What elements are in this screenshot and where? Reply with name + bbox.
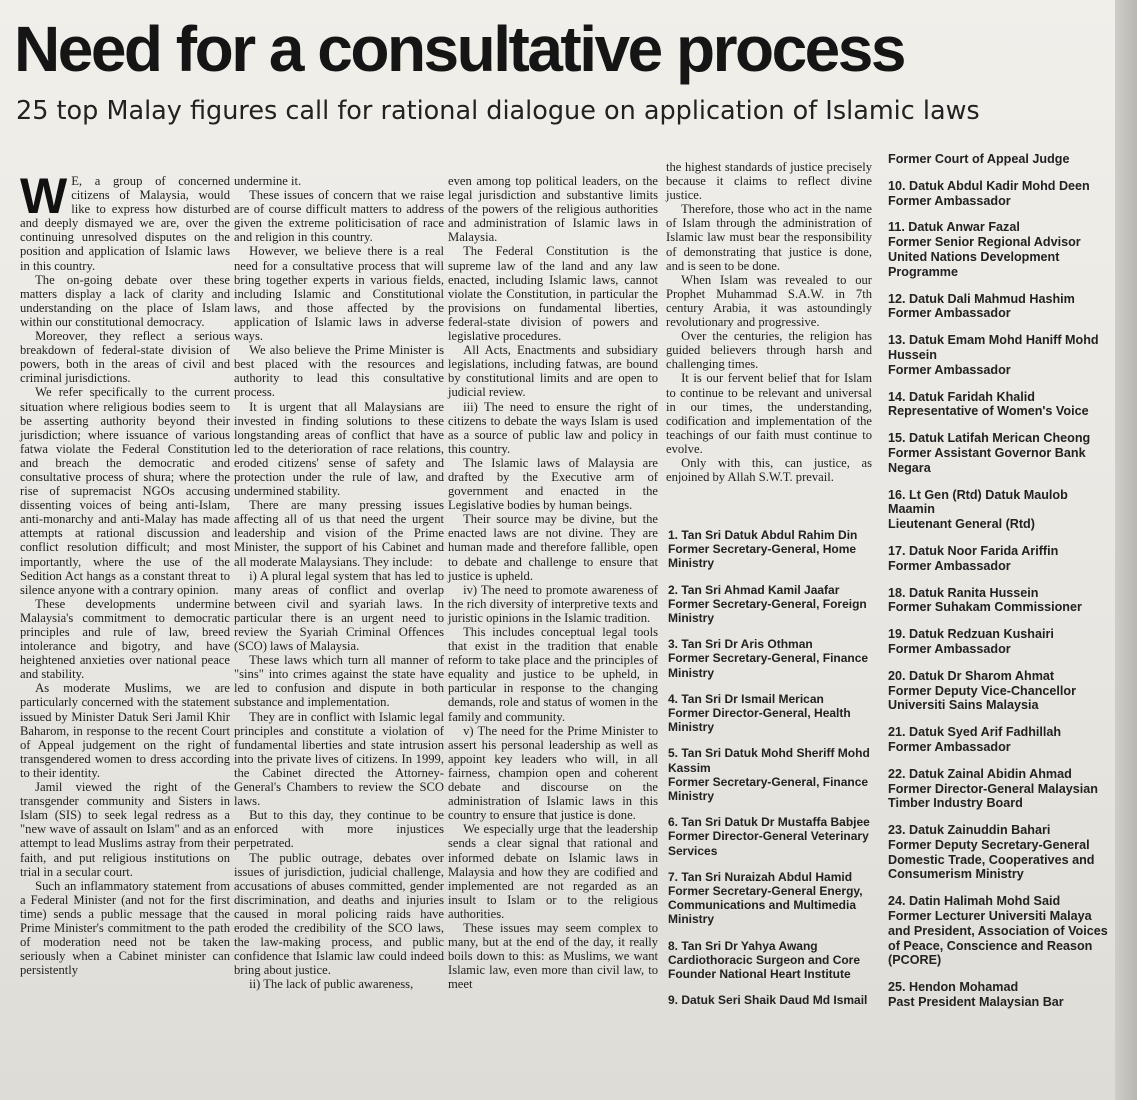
signatory-entry bbox=[668, 583, 874, 626]
signatory-name: 11. Datuk Anwar Fazal bbox=[888, 220, 1020, 235]
signatory-name: 18. Datuk Ranita Hussein bbox=[888, 585, 1039, 600]
signatory-role: Former Ambassador bbox=[888, 641, 1011, 656]
signatory-entry bbox=[888, 431, 1108, 475]
article-paragraph: iv) The need to promote awareness of the rich diversity of interpretive texts and juristic opinions in the Islamic tradition. bbox=[448, 582, 658, 625]
signatory-name: 22. Datuk Zainal Abidin Ahmad bbox=[888, 766, 1072, 781]
article-column-1 bbox=[20, 168, 230, 978]
signatory-role: Former Senior Regional Advisor United Nations Development Programme bbox=[888, 235, 1081, 279]
signatory-name: 16. Lt Gen (Rtd) Datuk Maulob Maamin bbox=[888, 487, 1068, 517]
article-paragraph: These issues of concern that we raise are of course difficult matters to address given the extreme politicisation of race and religion in this country. bbox=[234, 188, 444, 245]
article-paragraph: It is urgent that all Malaysians are invested in finding solutions to these longstanding areas of conflict that have led to the deterioration of race relations, eroded citizens' sense of safety and protection under the rule of law, and undermined stability. bbox=[234, 399, 444, 499]
signatory-entry bbox=[668, 939, 874, 982]
article-column-3 bbox=[448, 174, 658, 991]
signatory-name: 3. Tan Sri Dr Aris Othman bbox=[668, 637, 813, 652]
signatory-role: Former Suhakam Commissioner bbox=[888, 600, 1082, 615]
signatory-entry bbox=[668, 993, 874, 1007]
article-column-4 bbox=[666, 160, 872, 484]
article-paragraph: Such an inflammatory statement from a Federal Minister (and not for the first time) sends a public message that the Prime Minister's commitment to the path of moderation need not be taken seriously when a Cabinet minister can persistently bbox=[20, 878, 230, 978]
signatory-role: Lieutenant General (Rtd) bbox=[888, 517, 1035, 532]
signatory-role: Cardiothoracic Surgeon and Core Founder National Heart Institute bbox=[668, 952, 861, 982]
article-paragraph: All Acts, Enactments and subsidiary legislations, including fatwas, are bound by constitutional limits and are open to judicial review. bbox=[448, 343, 658, 400]
article-paragraph: iii) The need to ensure the right of citizens to debate the ways Islam is used as a source of public law and policy in this country. bbox=[448, 399, 658, 456]
article-paragraph: But to this day, they continue to be enforced with more injustices perpetrated. bbox=[234, 808, 444, 851]
signatory-name: 13. Datuk Emam Mohd Haniff Mohd Hussein bbox=[888, 333, 1099, 362]
article-paragraph: When Islam was revealed to our Prophet Muhammad S.A.W. in 7th century Arabia, it was astoundingly revolutionary and progressive. bbox=[666, 272, 872, 330]
signatory-entry bbox=[888, 586, 1108, 616]
page-edge bbox=[1115, 0, 1137, 1100]
signatory-entry bbox=[888, 894, 1108, 968]
signatory-list-a bbox=[668, 528, 874, 1019]
signatory-name: 8. Tan Sri Dr Yahya Awang bbox=[668, 938, 818, 953]
article-paragraph: i) A plural legal system that has led to many areas of conflict and overlap between civil and syariah laws. In particular there is an urgent need to review the Syariah Criminal Offences (SCO) laws of Malaysia. bbox=[234, 568, 444, 654]
signatory-name: 20. Datuk Dr Sharom Ahmat bbox=[888, 668, 1055, 683]
article-paragraph: We refer specifically to the current situation where religious bodies seem to be asserting authority beyond their jurisdiction; where issuance of various fatwa violate the Federal Constitution and breach the democratic and consultative process of shura; where the rise of supremacist NGOs accusing dissenting voices of being anti-Islam, anti-monarchy and anti-Malay has made attempts at rational discussion and conflict resolution difficult; and most importantly, where the use of the Sedition Act hangs as a constant threat to silence anyone with a contrary opinion. bbox=[20, 385, 230, 597]
article-paragraph: Jamil viewed the right of the transgender community and Sisters in Islam (SIS) to seek legal redress as a "new wave of assault on Islam" and as an attempt to lead Muslims astray from their faith, and put religious institutions on trial in a secular court. bbox=[20, 780, 230, 879]
signatory-name: 7. Tan Sri Nuraizah Abdul Hamid bbox=[668, 869, 853, 884]
article-paragraph: However, we believe there is a real need for a consultative process that will bring together experts in various fields, including Islamic and Constitutional laws, and those affected by the application of Islamic laws in adverse ways. bbox=[234, 244, 444, 344]
signatory-entry bbox=[888, 627, 1108, 657]
signatory-name: 12. Datuk Dali Mahmud Hashim bbox=[888, 291, 1075, 306]
article-paragraph: ii) The lack of public awareness, bbox=[249, 977, 414, 992]
signatory-list-b bbox=[888, 152, 1108, 1022]
signatory-name: 4. Tan Sri Dr Ismail Merican bbox=[668, 691, 824, 706]
signatory-role: Former Director-General, Health Ministry bbox=[668, 706, 851, 735]
signatory-role: Former Secretary-General, Finance Ministry bbox=[668, 774, 869, 804]
signatory-role: Former Court of Appeal Judge bbox=[888, 152, 1070, 166]
signatory-name: 23. Datuk Zainuddin Bahari bbox=[888, 823, 1051, 838]
article-paragraph: v) The need for the Prime Minister to assert his personal leadership as well as appoint key leaders who will, in all fairness, champion open and coherent debate and discourse on the administration of Islamic laws in this country to ensure that justice is done. bbox=[448, 723, 658, 823]
signatory-entry bbox=[888, 220, 1108, 279]
signatory-name: 21. Datuk Syed Arif Fadhillah bbox=[888, 725, 1062, 740]
article-paragraph: The on-going debate over these matters display a lack of clarity and understanding on the place of Islam within our constitutional democracy. bbox=[20, 272, 230, 329]
signatory-name: 6. Tan Sri Datuk Dr Mustaffa Babjee bbox=[668, 815, 870, 830]
subheadline: 25 top Malay figures call for rational dialogue on application of Islamic laws bbox=[16, 96, 980, 126]
signatory-role: Past President Malaysian Bar bbox=[888, 995, 1064, 1010]
signatory-role: Former Ambassador bbox=[888, 739, 1011, 754]
signatory-name: 1. Tan Sri Datuk Abdul Rahim Din bbox=[668, 528, 858, 542]
column-1-body bbox=[20, 168, 230, 978]
signatory-entry bbox=[888, 544, 1108, 574]
signatory-entry bbox=[888, 179, 1108, 209]
article-column-2 bbox=[234, 174, 444, 991]
signatory-entry bbox=[668, 692, 874, 735]
signatory-name: 14. Datuk Faridah Khalid bbox=[888, 389, 1035, 404]
article-paragraph: As moderate Muslims, we are particularly concerned with the statement issued by Minister Datuk Seri Jamil Khir Baharom, in response to the recent Court of Appeal judgement on the right of transgendered women to dress according to their identity. bbox=[20, 681, 230, 780]
article-paragraph: This includes conceptual legal tools that exist in the tradition that enable reform to take place and the principles of equality and justice to be upheld, in particular in response to the changing demands, role and status of women in the family and community. bbox=[448, 625, 658, 724]
drop-cap: W bbox=[20, 168, 68, 224]
signatory-entry bbox=[888, 725, 1108, 755]
article-paragraph: These laws which turn all manner of "sins" into crimes against the state have led to confusion and dispute in both substance and implementation. bbox=[234, 653, 444, 710]
signatory-role: Former Assistant Governor Bank Negara bbox=[888, 445, 1086, 475]
article-paragraph: E, a group of concerned citizens of Malaysia, would like to express how disturbed and deeply dismayed we are, over the continuing unresolved disputes on the position and application of Islamic laws in this country. bbox=[20, 174, 230, 273]
article-paragraph: Therefore, those who act in the name of Islam through the administration of Islamic law must bear the responsibility of demonstrating that justice is done, and is seen to be done. bbox=[666, 202, 872, 273]
signatory-role: Former Lecturer Universiti Malaya and President, Association of Voices of Peace, Conscience and Reason (PCORE) bbox=[888, 909, 1108, 968]
signatory-entry bbox=[888, 390, 1108, 420]
article-paragraph: There are many pressing issues affecting all of us that need the urgent leadership and vision of the Prime Minister, the support of his Cabinet and all moderate Malaysians. They include: bbox=[234, 498, 444, 569]
signatory-name: 17. Datuk Noor Farida Ariffin bbox=[888, 543, 1059, 558]
article-paragraph: The Federal Constitution is the supreme law of the land and any law enacted, including Islamic laws, cannot violate the Constitution, in particular the provisions on fundamental liberties, federal-state division of powers and legislative procedures. bbox=[448, 244, 658, 344]
signatory-name: 10. Datuk Abdul Kadir Mohd Deen bbox=[888, 178, 1090, 193]
signatory-entry bbox=[888, 488, 1108, 532]
article-paragraph: even among top political leaders, on the legal jurisdiction and substantive limits of the powers of the religious authorities and administration of Islamic laws in Malaysia. bbox=[448, 174, 658, 245]
signatory-entry bbox=[668, 637, 874, 680]
signatory-entry bbox=[888, 767, 1108, 811]
article-paragraph: Only with this, can justice, as enjoined by Allah S.W.T. prevail. bbox=[666, 455, 872, 485]
article-paragraph: Their source may be divine, but the enacted laws are not divine. They are human made and therefore fallible, open to debate and challenge to ensure that justice is upheld. bbox=[448, 512, 658, 583]
signatory-name: 25. Hendon Mohamad bbox=[888, 980, 1019, 995]
signatory-role: Representative of Women's Voice bbox=[888, 404, 1089, 419]
article-paragraph: The public outrage, debates over issues of jurisdiction, judicial challenge, accusations of abuses committed, gender discrimination, and deaths and injuries caused in moral policing raids have eroded the credibility of the SCO laws, the law-making process, and public confidence that Islamic law could indeed bring about justice. bbox=[234, 850, 444, 978]
signatory-role: Former Secretary-General, Home Ministry bbox=[668, 542, 857, 571]
article-paragraph: undermine it. bbox=[234, 174, 302, 188]
signatory-name: 19. Datuk Redzuan Kushairi bbox=[888, 627, 1054, 642]
signatory-name: 15. Datuk Latifah Merican Cheong bbox=[888, 431, 1091, 446]
article-paragraph: These issues may seem complex to many, but at the end of the day, it really boils down to this: as Muslims, we want Islamic law, even more than civil law, to meet bbox=[448, 920, 658, 992]
signatory-role: Former Ambassador bbox=[888, 193, 1011, 208]
article-paragraph: These developments undermine Malaysia's commitment to democratic principles and rule of law, breed intolerance and bigotry, and have heightened anxieties over national peace and stability. bbox=[20, 596, 230, 682]
article-paragraph: the highest standards of justice precisely because it claims to reflect divine justice. bbox=[666, 160, 872, 203]
signatory-role: Former Ambassador bbox=[888, 558, 1011, 573]
signatory-entry bbox=[888, 152, 1108, 167]
signatory-entry bbox=[888, 333, 1108, 377]
signatory-role: Former Deputy Vice-Chancellor Universiti Sains Malaysia bbox=[888, 683, 1077, 713]
signatory-name: 24. Datin Halimah Mohd Said bbox=[888, 894, 1061, 909]
signatory-role: Former Secretary-General, Foreign Ministry bbox=[668, 596, 867, 626]
signatory-entry bbox=[888, 669, 1108, 713]
article-paragraph: Moreover, they reflect a serious breakdown of federal-state division of powers, both in the areas of civil and criminal jurisdictions. bbox=[20, 329, 230, 386]
signatory-entry bbox=[668, 815, 874, 858]
signatory-entry bbox=[888, 823, 1108, 882]
article-paragraph: The Islamic laws of Malaysia are drafted by the Executive arm of government and enacted in the Legislative bodies by human beings. bbox=[448, 455, 658, 513]
article-paragraph: We especially urge that the leadership sends a clear signal that rational and informed debate on Islamic laws in Malaysia and how they are codified and implemented are not regarded as an insult to Islam or to the religious authorities. bbox=[448, 822, 658, 921]
signatory-role: Former Secretary-General, Finance Ministry bbox=[668, 651, 869, 680]
signatory-name: 2. Tan Sri Ahmad Kamil Jaafar bbox=[668, 582, 840, 597]
signatory-role: Former Director-General Veterinary Services bbox=[668, 829, 869, 858]
signatory-role: Former Deputy Secretary-General Domestic Trade, Cooperatives and Consumerism Ministry bbox=[888, 837, 1095, 882]
article-paragraph: We also believe the Prime Minister is best placed with the resources and authority to lead this consultative process. bbox=[234, 343, 444, 400]
signatory-role: Former Ambassador bbox=[888, 362, 1011, 377]
article-paragraph: Over the centuries, the religion has guided believers through harsh and challenging times. bbox=[666, 329, 872, 372]
headline: Need for a consultative process bbox=[14, 13, 904, 85]
signatory-role: Former Ambassador bbox=[888, 306, 1011, 321]
signatory-entry bbox=[668, 528, 874, 571]
signatory-entry bbox=[668, 746, 874, 803]
article-paragraph: It is our fervent belief that for Islam to continue to be relevant and universal in our times, the understanding, codification and implementation of the teachings of our faith must continue to evolve. bbox=[666, 371, 872, 456]
signatory-name: 9. Datuk Seri Shaik Daud Md Ismail bbox=[668, 993, 868, 1008]
article-paragraph: They are in conflict with Islamic legal principles and constitute a violation of fundamental liberties and state intrusion into the private lives of citizens. In 1999, the Cabinet directed the Attorney-General's Chambers to review the SCO laws. bbox=[234, 709, 444, 809]
signatory-role: Former Secretary-General Energy, Communications and Multimedia Ministry bbox=[668, 884, 863, 927]
signatory-entry bbox=[888, 292, 1108, 322]
signatory-entry bbox=[888, 980, 1108, 1010]
signatory-role: Former Director-General Malaysian Timber Industry Board bbox=[888, 781, 1098, 811]
signatory-name: 5. Tan Sri Datuk Mohd Sheriff Mohd Kassim bbox=[668, 746, 870, 775]
signatory-entry bbox=[668, 870, 874, 927]
